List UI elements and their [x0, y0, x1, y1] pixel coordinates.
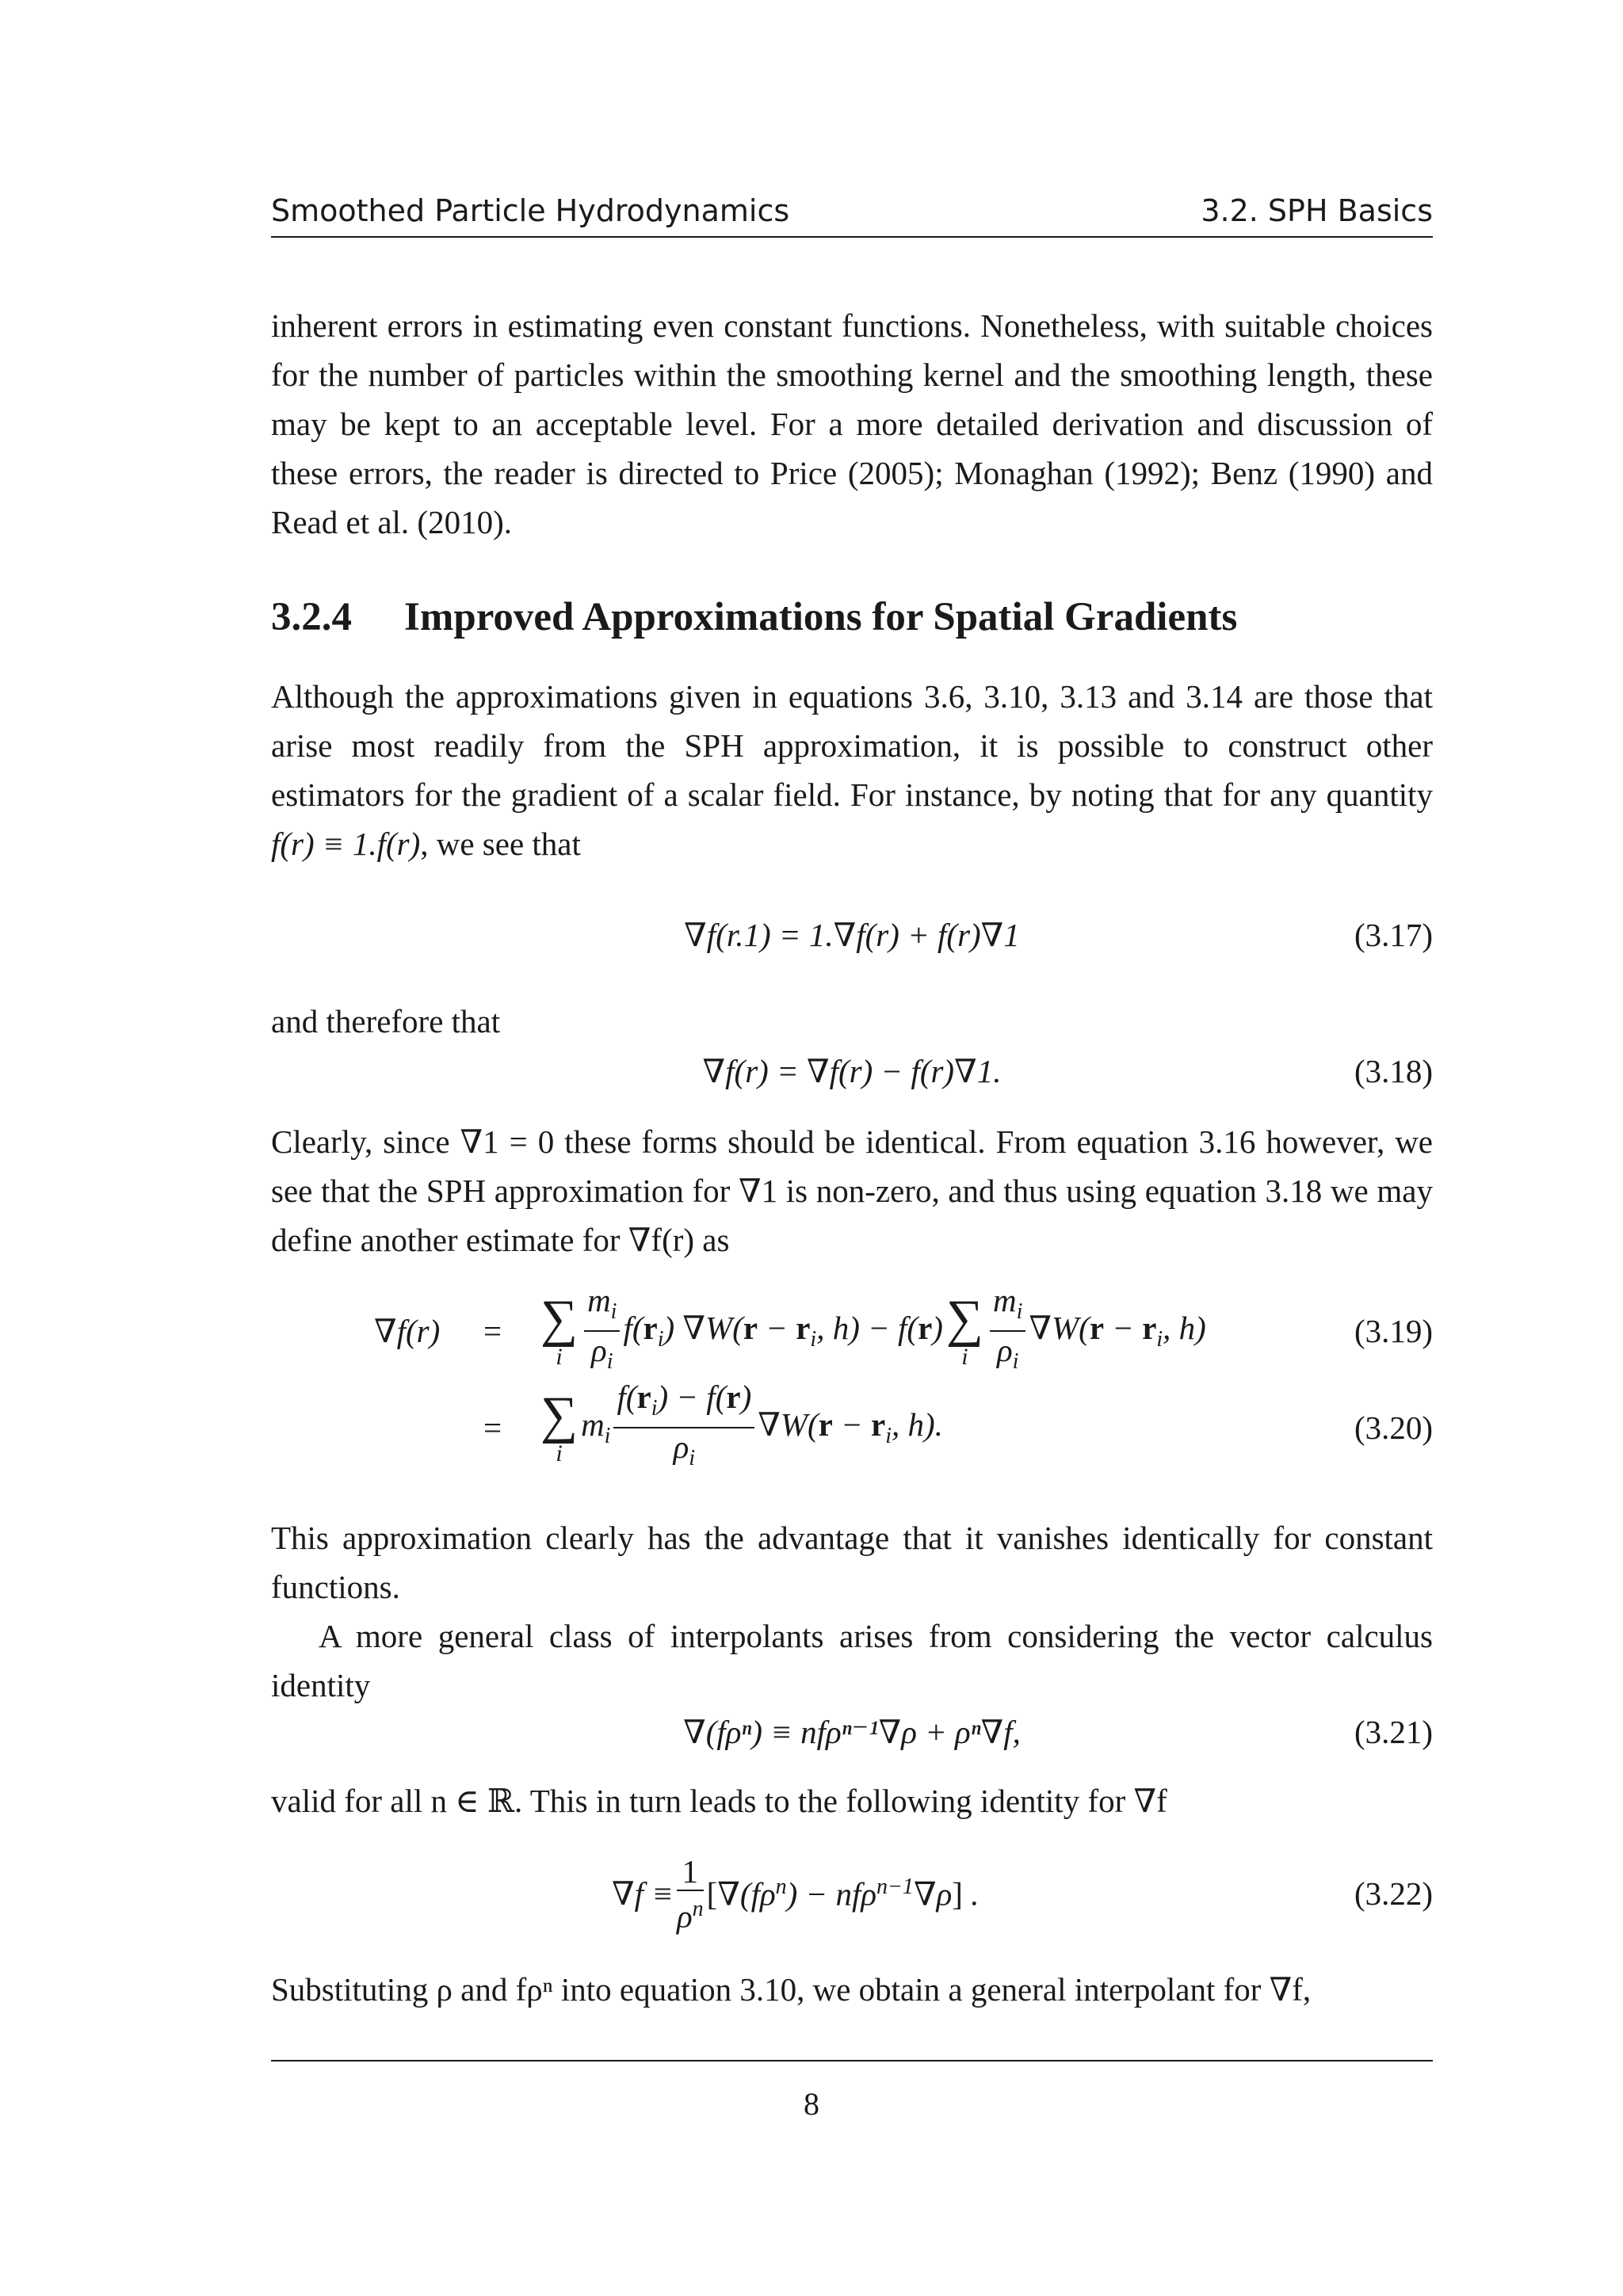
running-header [271, 189, 1433, 238]
paragraph [271, 672, 1433, 868]
equation-body: ∇f ≡ $\frac{1}{\rho^n}$ $[\nabla(f\rho^n) - nf\rho^{n-1}\nabla\rho]$ . [612, 1852, 980, 1935]
equation-number: (3.18) [1354, 1053, 1433, 1089]
paragraph-text: Although the approximations given in equations 3.6, 3.10, 3.13 and 3.14 are those that arise most readily from the SPH approximation, it is possible to construct other estimators for the gradient of a scalar field. For instance, by noting that for any quantity [271, 678, 1433, 813]
equation-number: (3.20) [1354, 1409, 1433, 1446]
section-title: Improved Approximations for Spatial Gradients [404, 595, 1238, 639]
footer-rule [271, 2060, 1433, 2061]
equation-3-21 [271, 1700, 1433, 1764]
equation-rhs: ∑ i $m_i$ $\frac{f(r_i) - f(r)}{\rho_i}$ $\nabla W(r - r_i$, h). [540, 1378, 943, 1471]
equation-3-18 [271, 1039, 1433, 1103]
inline-math: f(r) ≡ 1.f(r) [271, 826, 421, 862]
equation-rhs: ∑ i $\frac{m_i}{\rho_i}$ $f(r_i) \nabla W(r - r_i$, h) − f(r) ∑ i $\frac{m_i}{\rho_i}$ $\nabla W(r - r_i$, h) [540, 1281, 1206, 1375]
equation-body: ∇f(r) = ∇f(r) − f(r)∇1. [702, 1053, 1002, 1089]
page-number: 8 [804, 2086, 819, 2122]
equation-body: ∇(fρⁿ) ≡ nfρⁿ⁻¹∇ρ + ρⁿ∇f, [683, 1714, 1021, 1750]
equals-sign: = [483, 1313, 502, 1349]
equation-3-22 [271, 1846, 1433, 1941]
equals-sign: = [483, 1409, 502, 1446]
paragraph: Substituting ρ and fρⁿ into equation 3.10, we obtain a general interpolant for ∇f, [271, 1971, 1312, 2008]
header-section: 3.2. SPH Basics [1201, 193, 1433, 228]
paragraph: Clearly, since ∇1 = 0 these forms should be identical. From equation 3.16 however, we see that the SPH approximation for ∇1 is non-zero, and thus using equation 3.18 we may define another estimate for ∇f(r) as [271, 1123, 1433, 1258]
section-heading [271, 594, 1433, 640]
equation-body: ∇f(r.1) = 1.∇f(r) + f(r)∇1 [684, 917, 1020, 953]
paragraph-text: , we see that [420, 826, 581, 862]
equation-number: (3.22) [1354, 1875, 1433, 1912]
equation-3-17 [271, 903, 1433, 967]
equation-lhs: ∇f(r) [374, 1313, 441, 1349]
paragraph: and therefore that [271, 1003, 501, 1039]
equation-3-19 [271, 1283, 1433, 1379]
paragraph: valid for all n ∈ ℝ. This in turn leads to the following identity for ∇f [271, 1783, 1167, 1819]
header-title: Smoothed Particle Hydrodynamics [271, 193, 790, 228]
equation-number: (3.17) [1354, 917, 1433, 953]
paragraph: inherent errors in estimating even constant functions. Nonetheless, with suitable choices for the number of particles within the smoothing kernel and the smoothing length, these may be kept to an acceptable level. For a more detailed derivation and discussion of these errors, the reader is directed to Price (2005); Monaghan (1992); Benz (1990) and Read et al. (2010). [271, 307, 1433, 540]
paragraph: A more general class of interpolants arises from considering the vector calculus identity [271, 1618, 1433, 1703]
equation-number: (3.19) [1354, 1313, 1433, 1349]
equation-number: (3.21) [1354, 1714, 1433, 1750]
paragraph: This approximation clearly has the advantage that it vanishes identically for constant functions. [271, 1520, 1433, 1605]
equation-3-20 [271, 1380, 1433, 1475]
section-number: 3.2.4 [271, 595, 352, 639]
